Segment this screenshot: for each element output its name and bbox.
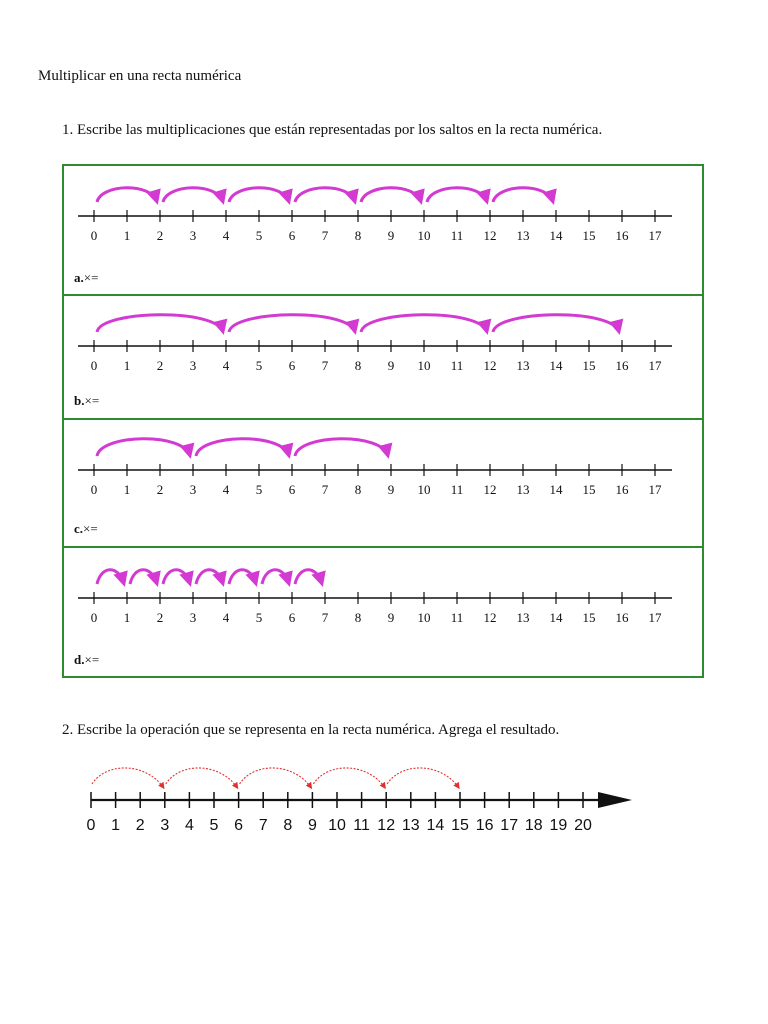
tick-label: 10	[417, 228, 431, 243]
jump-arc	[196, 439, 289, 456]
tick-label: 7	[321, 228, 329, 243]
number-line-q2	[80, 755, 650, 840]
tick-label: 9	[307, 817, 317, 834]
tick-label: 9	[387, 358, 395, 373]
tick-label: 1	[111, 817, 121, 834]
jump-arc	[240, 768, 312, 788]
tick-label: 0	[90, 482, 98, 497]
tick-label: 0	[90, 358, 98, 373]
tick-label: 8	[283, 817, 293, 834]
tick-label: 7	[321, 482, 329, 497]
tick-label: 16	[475, 817, 494, 834]
tick-label: 8	[354, 228, 362, 243]
tick-label: 1	[123, 358, 131, 373]
tick-label: 15	[451, 817, 469, 834]
jump-arc	[493, 188, 553, 202]
tick-label: 8	[354, 358, 362, 373]
tick-label: 10	[328, 817, 346, 834]
question-1-text: 1. Escribe las multiplicaciones que están representadas por los saltos en la recta numérica.	[62, 122, 603, 138]
tick-label: 4	[222, 358, 230, 373]
tick-label: 18	[524, 817, 543, 834]
tick-label: 11	[450, 228, 464, 243]
answer-blank-d[interactable]: d.×=	[74, 652, 100, 667]
tick-label: 11	[450, 610, 464, 625]
jump-arc	[295, 570, 322, 584]
tick-label: 17	[648, 228, 662, 243]
tick-label: 12	[483, 610, 497, 625]
jump-arc	[163, 570, 190, 584]
tick-label: 16	[615, 610, 629, 625]
jump-arc	[97, 570, 124, 584]
jump-arc	[196, 570, 223, 584]
tick-label: 20	[574, 817, 592, 834]
jump-arc	[361, 188, 421, 202]
tick-label: 6	[288, 482, 296, 497]
tick-label: 14	[549, 610, 563, 625]
tick-label: 12	[483, 228, 497, 243]
tick-label: 5	[255, 610, 263, 625]
tick-label: 15	[582, 228, 596, 243]
tick-label: 10	[417, 482, 431, 497]
tick-label: 4	[222, 610, 230, 625]
number-line-b	[64, 296, 704, 396]
tick-label: 2	[156, 482, 164, 497]
tick-label: 2	[156, 358, 164, 373]
tick-label: 9	[387, 228, 395, 243]
jump-arc	[427, 188, 487, 202]
tick-label: 13	[516, 610, 530, 625]
panel-a	[62, 164, 704, 296]
tick-label: 14	[549, 228, 563, 243]
panel-b	[62, 294, 704, 420]
tick-label: 7	[258, 817, 268, 834]
tick-label: 17	[648, 482, 662, 497]
tick-label: 9	[387, 610, 395, 625]
tick-label: 2	[156, 228, 164, 243]
tick-label: 19	[549, 817, 568, 834]
tick-label: 5	[255, 228, 263, 243]
jump-arc	[130, 570, 157, 584]
number-line-d	[64, 548, 704, 648]
tick-label: 12	[483, 482, 497, 497]
tick-label: 4	[222, 482, 230, 497]
jump-arc	[313, 768, 385, 788]
answer-blank-c[interactable]: c.×=	[74, 521, 98, 536]
tick-label: 16	[615, 358, 629, 373]
tick-label: 8	[354, 482, 362, 497]
tick-label: 5	[209, 817, 219, 834]
tick-label: 3	[189, 610, 197, 625]
jump-arc	[262, 570, 289, 584]
answer-blank-b[interactable]: b.×=	[74, 393, 100, 408]
tick-label: 6	[288, 610, 296, 625]
tick-label: 13	[401, 817, 420, 834]
jump-arc	[166, 768, 238, 788]
jump-arc	[97, 439, 190, 456]
tick-label: 0	[90, 228, 98, 243]
tick-label: 17	[648, 610, 662, 625]
tick-label: 17	[500, 817, 519, 834]
jump-arc	[387, 768, 459, 788]
jump-arc	[295, 439, 388, 456]
tick-label: 11	[450, 358, 464, 373]
tick-label: 13	[516, 358, 530, 373]
tick-label: 1	[123, 482, 131, 497]
tick-label: 12	[377, 817, 396, 834]
number-line-a	[64, 166, 704, 266]
tick-label: 13	[516, 482, 530, 497]
jump-arc	[295, 188, 355, 202]
tick-label: 6	[288, 358, 296, 373]
tick-label: 2	[156, 610, 164, 625]
jump-arc	[361, 315, 487, 332]
page-title: Multiplicar en una recta numérica	[38, 68, 242, 84]
tick-label: 5	[255, 482, 263, 497]
tick-label: 1	[123, 228, 131, 243]
jump-arc	[229, 570, 256, 584]
tick-label: 15	[582, 482, 596, 497]
panel-d	[62, 546, 704, 678]
tick-label: 4	[184, 817, 194, 834]
jump-arc	[163, 188, 223, 202]
tick-label: 0	[90, 610, 98, 625]
number-line-c	[64, 420, 704, 520]
jump-arc	[229, 188, 289, 202]
tick-label: 13	[516, 228, 530, 243]
tick-label: 7	[321, 610, 329, 625]
tick-label: 5	[255, 358, 263, 373]
tick-label: 3	[189, 358, 197, 373]
answer-blank-a[interactable]: a.×=	[74, 270, 99, 285]
tick-label: 0	[86, 817, 96, 834]
tick-label: 7	[321, 358, 329, 373]
panel-c	[62, 418, 704, 548]
tick-label: 16	[615, 228, 629, 243]
jump-arc	[493, 315, 619, 332]
tick-label: 4	[222, 228, 230, 243]
tick-label: 14	[426, 817, 445, 834]
tick-label: 6	[234, 817, 244, 834]
tick-label: 17	[648, 358, 662, 373]
jump-arc	[92, 768, 164, 788]
jump-arc	[97, 315, 223, 332]
tick-label: 8	[354, 610, 362, 625]
tick-label: 10	[417, 610, 431, 625]
tick-label: 9	[387, 482, 395, 497]
tick-label: 6	[288, 228, 296, 243]
jump-arc	[229, 315, 355, 332]
tick-label: 16	[615, 482, 629, 497]
tick-label: 10	[417, 358, 431, 373]
question-2-text: 2. Escribe la operación que se representa en la recta numérica. Agrega el resultado.	[62, 722, 560, 738]
tick-label: 11	[353, 817, 370, 834]
axis-arrowhead	[598, 792, 632, 808]
tick-label: 14	[549, 358, 563, 373]
tick-label: 3	[189, 228, 197, 243]
tick-label: 3	[189, 482, 197, 497]
tick-label: 3	[160, 817, 170, 834]
tick-label: 15	[582, 610, 596, 625]
tick-label: 11	[450, 482, 464, 497]
tick-label: 12	[483, 358, 497, 373]
tick-label: 1	[123, 610, 131, 625]
tick-label: 15	[582, 358, 596, 373]
tick-label: 14	[549, 482, 563, 497]
jump-arc	[97, 188, 157, 202]
tick-label: 2	[135, 817, 145, 834]
